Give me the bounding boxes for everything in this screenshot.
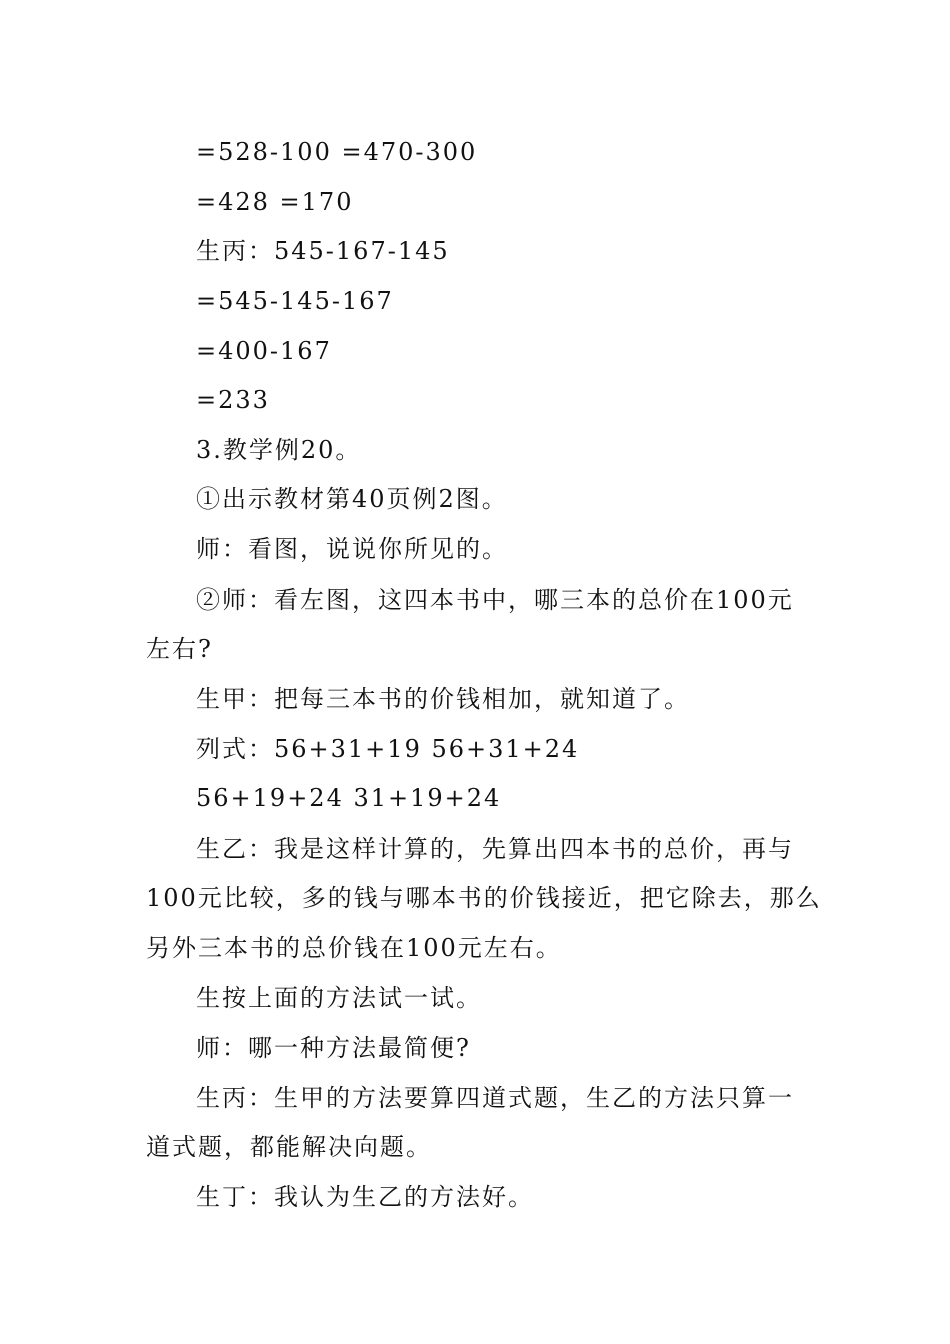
text-line: 列式：56+31+19 56+31+24 bbox=[196, 735, 580, 763]
text-line: 生按上面的方法试一试。 bbox=[196, 984, 482, 1012]
text-line: =400-167 bbox=[196, 337, 332, 365]
text-line: ②师：看左图，这四本书中，哪三本的总价在100元 bbox=[196, 586, 794, 614]
text-line: 生丙：545-167-145 bbox=[196, 237, 450, 265]
text-line: 左右? bbox=[146, 635, 213, 663]
text-line: 生乙：我是这样计算的，先算出四本书的总价，再与 bbox=[196, 835, 794, 863]
text-line: 生丙：生甲的方法要算四道式题，生乙的方法只算一 bbox=[196, 1084, 794, 1112]
text-line: 生丁：我认为生乙的方法好。 bbox=[196, 1183, 534, 1211]
text-line: 另外三本书的总价钱在100元左右。 bbox=[146, 934, 562, 962]
text-line: 道式题，都能解决向题。 bbox=[146, 1133, 432, 1161]
text-line: 3.教学例20。 bbox=[196, 436, 362, 464]
text-line: 师：看图，说说你所见的。 bbox=[196, 535, 508, 563]
text-line: =428 =170 bbox=[196, 188, 354, 216]
text-line: 生甲：把每三本书的价钱相加，就知道了。 bbox=[196, 685, 690, 713]
text-line: =545-145-167 bbox=[196, 287, 394, 315]
text-line: ①出示教材第40页例2图。 bbox=[196, 485, 508, 513]
text-line: 56+19+24 31+19+24 bbox=[196, 784, 502, 812]
text-line: 师：哪一种方法最简便? bbox=[196, 1034, 471, 1062]
text-line: 100元比较，多的钱与哪本书的价钱接近，把它除去，那么 bbox=[146, 884, 822, 912]
text-line: =233 bbox=[196, 386, 270, 414]
text-line: =528-100 =470-300 bbox=[196, 138, 478, 166]
